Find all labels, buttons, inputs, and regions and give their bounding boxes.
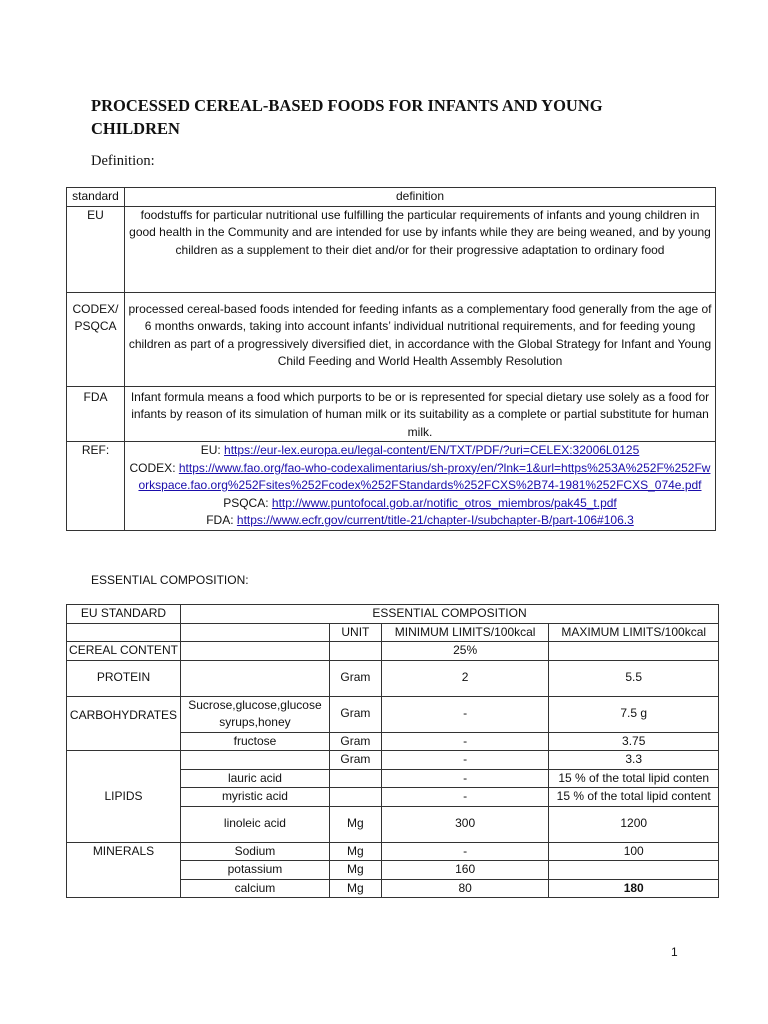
lipid-row bbox=[67, 751, 719, 770]
cereal-value: 25% bbox=[381, 642, 549, 661]
lipid-max: 15 % of the total lipid content bbox=[549, 788, 719, 807]
header-max: MAXIMUM LIMITS/100kcal bbox=[549, 623, 719, 642]
cereal-label: CEREAL CONTENT bbox=[67, 642, 181, 661]
mineral-max: 180 bbox=[549, 879, 719, 898]
mineral-item: calcium bbox=[180, 879, 329, 898]
lipid-min: - bbox=[381, 788, 549, 807]
ref-link-fda[interactable]: https://www.ecfr.gov/current/title-21/chapter-I/subchapter-B/part-106#106.3 bbox=[236, 513, 634, 527]
ref-link-codex[interactable]: https://www.fao.org/fao-who-codexalimentarius/sh-proxy/en/?lnk=1&url=https%253A%252F%252Fworkspace.fao.org%252Fsites%252Fcodex%252FStandards%252FCXS%2B74-1981%252FCXS_074e.pdf bbox=[138, 460, 711, 492]
mineral-item: potassium bbox=[180, 861, 329, 880]
header-min: MINIMUM LIMITS/100kcal bbox=[381, 623, 549, 642]
mineral-unit: Mg bbox=[329, 861, 381, 880]
minerals-label: MINERALS bbox=[67, 842, 181, 898]
page-number: 1 bbox=[671, 945, 678, 959]
header-essential-composition: ESSENTIAL COMPOSITION bbox=[180, 605, 718, 624]
mineral-row bbox=[67, 842, 719, 861]
mineral-min: 80 bbox=[381, 879, 549, 898]
blank-cell bbox=[549, 642, 719, 661]
essential-composition-heading: ESSENTIAL COMPOSITION: bbox=[91, 573, 249, 587]
mineral-max bbox=[549, 861, 719, 880]
lipid-min: - bbox=[381, 769, 549, 788]
lipids-label: LIPIDS bbox=[67, 751, 181, 843]
mineral-item: Sodium bbox=[180, 842, 329, 861]
mineral-min: - bbox=[381, 842, 549, 861]
definition-cell: processed cereal-based foods intended for feeding infants as a complementary food generally from the age of 6 months onwards, taking into account infants’ individual nutritional requirements, and for feeding young children as part of a progressively diversified diet, in accordance with the Global Strategy for Infant and Young Child Feeding and World Health Assembly Resolution bbox=[125, 292, 716, 386]
blank-cell bbox=[329, 642, 381, 661]
mineral-max: 100 bbox=[549, 842, 719, 861]
header-eu-standard: EU STANDARD bbox=[67, 605, 181, 624]
definition-row-codex bbox=[67, 292, 716, 386]
composition-column-row bbox=[67, 623, 719, 642]
blank-cell bbox=[180, 660, 329, 696]
document-title: PROCESSED CEREAL-BASED FOODS FOR INFANTS AND YOUNG CHILDREN bbox=[91, 96, 603, 138]
lipid-max: 15 % of the total lipid conten bbox=[549, 769, 719, 788]
definition-cell: Infant formula means a food which purports to be or is represented for special dietary use solely as a food for infants by reason of its simulation of human milk or its suitability as a complete or partial substitute for human milk. bbox=[125, 386, 716, 442]
ref-link-psqca[interactable]: http://www.puntofocal.gob.ar/notific_otros_miembros/pak45_t.pdf bbox=[271, 495, 617, 510]
ref-prefix-psqca: PSQCA: bbox=[223, 495, 272, 510]
definition-table-header bbox=[67, 188, 716, 207]
carbohydrate-unit: Gram bbox=[329, 696, 381, 732]
header-definition: definition bbox=[125, 188, 716, 207]
ref-prefix-codex: CODEX: bbox=[129, 460, 179, 475]
ref-links-cell bbox=[125, 442, 716, 531]
mineral-unit: Mg bbox=[329, 842, 381, 861]
definition-heading: Definition: bbox=[91, 153, 155, 169]
protein-unit: Gram bbox=[329, 660, 381, 696]
protein-min: 2 bbox=[381, 660, 549, 696]
carbohydrate-max: 7.5 g bbox=[549, 696, 719, 732]
cereal-row bbox=[67, 642, 719, 661]
ref-prefix-fda: FDA: bbox=[206, 513, 237, 527]
protein-max: 5.5 bbox=[549, 660, 719, 696]
carbohydrate-min: - bbox=[381, 732, 549, 751]
carbohydrate-unit: Gram bbox=[329, 732, 381, 751]
mineral-min: 160 bbox=[381, 861, 549, 880]
carbohydrate-item: fructose bbox=[180, 732, 329, 751]
lipid-item: lauric acid bbox=[180, 769, 329, 788]
standard-cell: FDA bbox=[67, 386, 125, 442]
composition-table bbox=[66, 604, 719, 898]
lipid-min: 300 bbox=[381, 806, 549, 842]
composition-header-row bbox=[67, 605, 719, 624]
standard-cell: EU bbox=[67, 206, 125, 292]
carbohydrate-min: - bbox=[381, 696, 549, 732]
lipid-min: - bbox=[381, 751, 549, 770]
carbohydrate-row bbox=[67, 696, 719, 732]
definition-table bbox=[66, 187, 716, 531]
carbohydrates-label: CARBOHYDRATES bbox=[67, 696, 181, 751]
lipid-unit: Mg bbox=[329, 806, 381, 842]
mineral-unit: Mg bbox=[329, 879, 381, 898]
protein-row bbox=[67, 660, 719, 696]
ref-link-eu[interactable]: https://eur-lex.europa.eu/legal-content/EN/TXT/PDF/?uri=CELEX:32006L0125 bbox=[224, 443, 640, 457]
lipid-unit bbox=[329, 769, 381, 788]
ref-prefix-eu: EU: bbox=[200, 443, 225, 457]
standard-cell: CODEX/ PSQCA bbox=[67, 292, 125, 386]
carbohydrate-item: Sucrose,glucose,glucose syrups,honey bbox=[180, 696, 329, 732]
lipid-unit: Gram bbox=[329, 751, 381, 770]
definition-row-eu bbox=[67, 206, 716, 292]
definition-row-ref bbox=[67, 442, 716, 531]
blank-cell bbox=[67, 623, 181, 642]
definition-cell: foodstuffs for particular nutritional use fulfilling the particular requirements of infants and young children in good health in the Community and are intended for use by infants while they are being weaned, and by young children as a supplement to their diet and/or for their progressive adaptation to ordinary food bbox=[125, 206, 716, 292]
lipid-item: myristic acid bbox=[180, 788, 329, 807]
lipid-item: linoleic acid bbox=[180, 806, 329, 842]
definition-row-fda bbox=[67, 386, 716, 442]
lipid-max: 3.3 bbox=[549, 751, 719, 770]
lipid-max: 1200 bbox=[549, 806, 719, 842]
protein-label: PROTEIN bbox=[67, 660, 181, 696]
carbohydrate-max: 3.75 bbox=[549, 732, 719, 751]
lipid-item bbox=[180, 751, 329, 770]
header-standard: standard bbox=[67, 188, 125, 207]
ref-label: REF: bbox=[67, 442, 125, 531]
blank-cell bbox=[180, 623, 329, 642]
header-unit: UNIT bbox=[329, 623, 381, 642]
blank-cell bbox=[180, 642, 329, 661]
lipid-unit bbox=[329, 788, 381, 807]
